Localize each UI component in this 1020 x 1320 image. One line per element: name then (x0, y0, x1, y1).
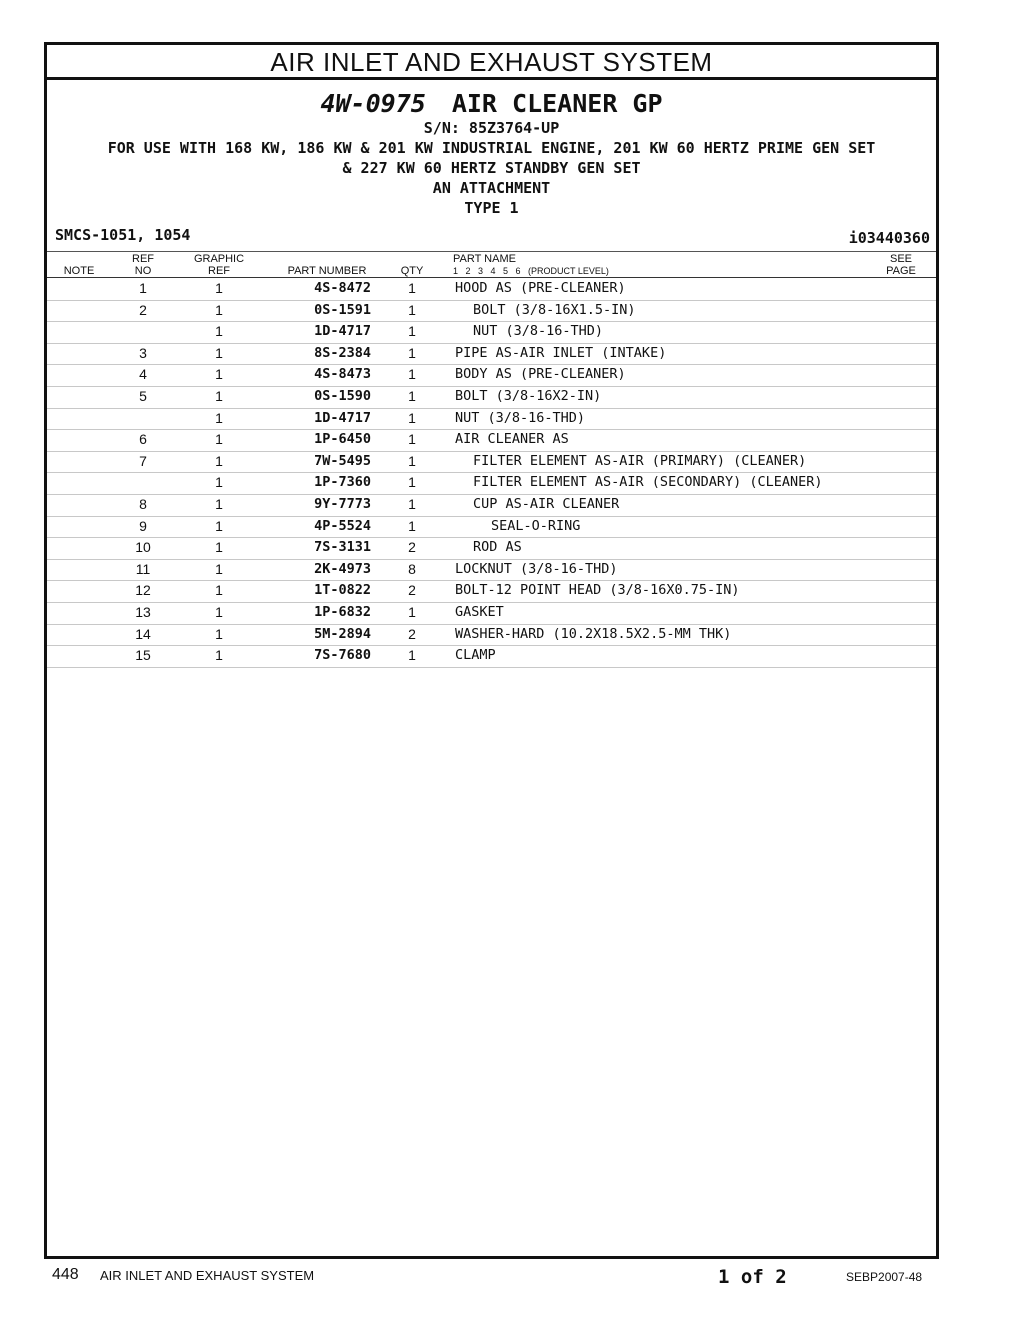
part-name: NUT (3/8-16-THD) (455, 409, 586, 426)
quantity: 2 (408, 582, 416, 599)
table-row (47, 408, 936, 431)
part-number: 7W-5495 (314, 452, 371, 469)
quantity: 1 (408, 474, 416, 491)
part-number: 1T-0822 (314, 582, 371, 599)
ref-number: 12 (135, 582, 151, 599)
table-row (47, 602, 936, 625)
ref-number: 11 (135, 560, 151, 577)
quantity: 1 (408, 323, 416, 340)
page-frame (44, 42, 939, 1259)
ref-number: 1 (139, 280, 147, 296)
table-row (47, 300, 936, 323)
ref-number: 13 (135, 604, 151, 620)
quantity: 2 (408, 625, 416, 642)
part-name: LOCKNUT (3/8-16-THD) (455, 560, 618, 577)
part-name: CUP AS-AIR CLEANER (473, 496, 620, 512)
part-name: AIR CLEANER AS (455, 431, 569, 448)
col-graphic-ref: GRAPHIC REF (193, 253, 245, 277)
part-number: 4P-5524 (314, 517, 371, 534)
part-name: BOLT (3/8-16X1.5-IN) (473, 301, 636, 318)
part-name: PIPE AS-AIR INLET (INTAKE) (455, 344, 667, 361)
part-number: 8S-2384 (314, 344, 371, 361)
smcs-code: SMCS-1051, 1054 (55, 226, 191, 244)
col-note: NOTE (63, 265, 95, 277)
part-number: 4S-8472 (314, 280, 371, 296)
quantity: 1 (408, 431, 416, 448)
quantity: 1 (408, 366, 416, 383)
ref-number: 3 (139, 344, 147, 361)
group-heading (47, 89, 936, 118)
table-row (47, 451, 936, 474)
footer-doc-id: SEBP2007-48 (846, 1270, 923, 1284)
quantity: 1 (408, 409, 416, 426)
group-part-number: 4W-0975 (320, 89, 426, 118)
part-name: WASHER-HARD (10.2X18.5X2.5-MM THK) (455, 625, 732, 642)
quantity: 1 (408, 452, 416, 469)
part-number: 4S-8473 (314, 366, 371, 383)
quantity: 1 (408, 280, 416, 296)
part-name: HOOD AS (PRE-CLEANER) (455, 280, 626, 296)
col-ref-no: REF NO (132, 253, 154, 277)
table-row (47, 278, 936, 301)
graphic-ref: 1 (215, 301, 223, 318)
ref-number: 4 (139, 366, 147, 383)
part-number: 5M-2894 (314, 625, 371, 642)
part-number: 0S-1590 (314, 388, 371, 404)
graphic-ref: 1 (215, 344, 223, 361)
part-number: 1P-6450 (314, 431, 371, 448)
graphic-ref: 1 (215, 647, 223, 664)
ref-number: 14 (135, 625, 151, 642)
part-number: 7S-7680 (314, 647, 371, 664)
ref-number: 9 (139, 517, 147, 534)
quantity: 2 (408, 539, 416, 556)
serial-range: S/N: 85Z3764-UP (423, 119, 560, 137)
group-title: AIR CLEANER GP (451, 89, 663, 118)
section-title: AIR INLET AND EXHAUST SYSTEM (47, 45, 936, 80)
graphic-ref: 1 (215, 280, 223, 296)
graphic-ref: 1 (215, 366, 223, 383)
table-row (47, 580, 936, 603)
quantity: 1 (408, 604, 416, 620)
table-row (47, 343, 936, 366)
part-name: NUT (3/8-16-THD) (473, 323, 604, 340)
col-part-name: PART NAME 1 2 3 4 5 6 (PRODUCT LEVEL) (453, 253, 609, 276)
footer-page-number: 448 (52, 1266, 79, 1283)
part-name: BOLT-12 POINT HEAD (3/8-16X0.75-IN) (455, 582, 740, 599)
quantity: 1 (408, 647, 416, 664)
table-row (47, 537, 936, 560)
graphic-ref: 1 (215, 409, 223, 426)
quantity: 8 (408, 560, 416, 577)
table-row (47, 645, 936, 668)
graphic-ref: 1 (215, 431, 223, 448)
table-row (47, 429, 936, 452)
quantity: 1 (408, 388, 416, 404)
col-qty: QTY (400, 265, 424, 277)
part-name: CLAMP (455, 647, 496, 664)
part-number: 1P-6832 (314, 604, 371, 620)
type-label: TYPE 1 (464, 199, 519, 217)
part-name: BOLT (3/8-16X2-IN) (455, 388, 602, 404)
ref-number: 15 (135, 647, 151, 664)
table-row (47, 386, 936, 409)
graphic-ref: 1 (215, 517, 223, 534)
part-name: SEAL-O-RING (491, 517, 581, 534)
table-row (47, 472, 936, 495)
footer-section: AIR INLET AND EXHAUST SYSTEM (100, 1268, 315, 1283)
part-number: 1D-4717 (314, 409, 371, 426)
part-number: 7S-3131 (314, 539, 371, 556)
ref-number: 6 (139, 431, 147, 448)
graphic-ref: 1 (215, 625, 223, 642)
quantity: 1 (408, 496, 416, 512)
quantity: 1 (408, 301, 416, 318)
attachment-label: AN ATTACHMENT (432, 179, 551, 197)
graphic-ref: 1 (215, 323, 223, 340)
footer-page-count: 1 of 2 (718, 1266, 787, 1288)
table-row (47, 624, 936, 647)
graphic-ref: 1 (215, 560, 223, 577)
usage-line-2: & 227 KW 60 HERTZ STANDBY GEN SET (342, 159, 641, 177)
ref-number: 2 (139, 301, 147, 318)
table-row (47, 494, 936, 517)
graphic-ref: 1 (215, 496, 223, 512)
graphic-ref: 1 (215, 388, 223, 404)
illustration-id: i03440360 (848, 229, 930, 247)
part-number: 0S-1591 (314, 301, 371, 318)
part-number: 2K-4973 (314, 560, 371, 577)
part-name: ROD AS (473, 539, 522, 556)
ref-number: 5 (139, 388, 147, 404)
part-number: 1D-4717 (314, 323, 371, 340)
header-rule (47, 251, 936, 252)
ref-number: 7 (139, 452, 147, 469)
graphic-ref: 1 (215, 539, 223, 556)
table-row (47, 559, 936, 582)
table-row (47, 364, 936, 387)
ref-number: 10 (135, 539, 151, 556)
graphic-ref: 1 (215, 582, 223, 599)
graphic-ref: 1 (215, 474, 223, 491)
part-name: FILTER ELEMENT AS-AIR (SECONDARY) (CLEANER) (473, 474, 823, 491)
usage-line-1: FOR USE WITH 168 KW, 186 KW & 201 KW INDUSTRIAL ENGINE, 201 KW 60 HERTZ PRIME GEN SET (107, 139, 876, 157)
table-row (47, 321, 936, 344)
graphic-ref: 1 (215, 604, 223, 620)
quantity: 1 (408, 344, 416, 361)
col-part-number: PART NUMBER (287, 265, 367, 277)
quantity: 1 (408, 517, 416, 534)
col-see-page: SEE PAGE (886, 253, 916, 277)
part-name: GASKET (455, 604, 504, 620)
part-name: BODY AS (PRE-CLEANER) (455, 366, 626, 383)
part-number: 1P-7360 (314, 474, 371, 491)
product-levels: 1 2 3 4 5 6 (PRODUCT LEVEL) (453, 266, 609, 276)
ref-number: 8 (139, 496, 147, 512)
part-name: FILTER ELEMENT AS-AIR (PRIMARY) (CLEANER) (473, 452, 807, 469)
table-row (47, 516, 936, 539)
part-number: 9Y-7773 (314, 496, 371, 512)
graphic-ref: 1 (215, 452, 223, 469)
